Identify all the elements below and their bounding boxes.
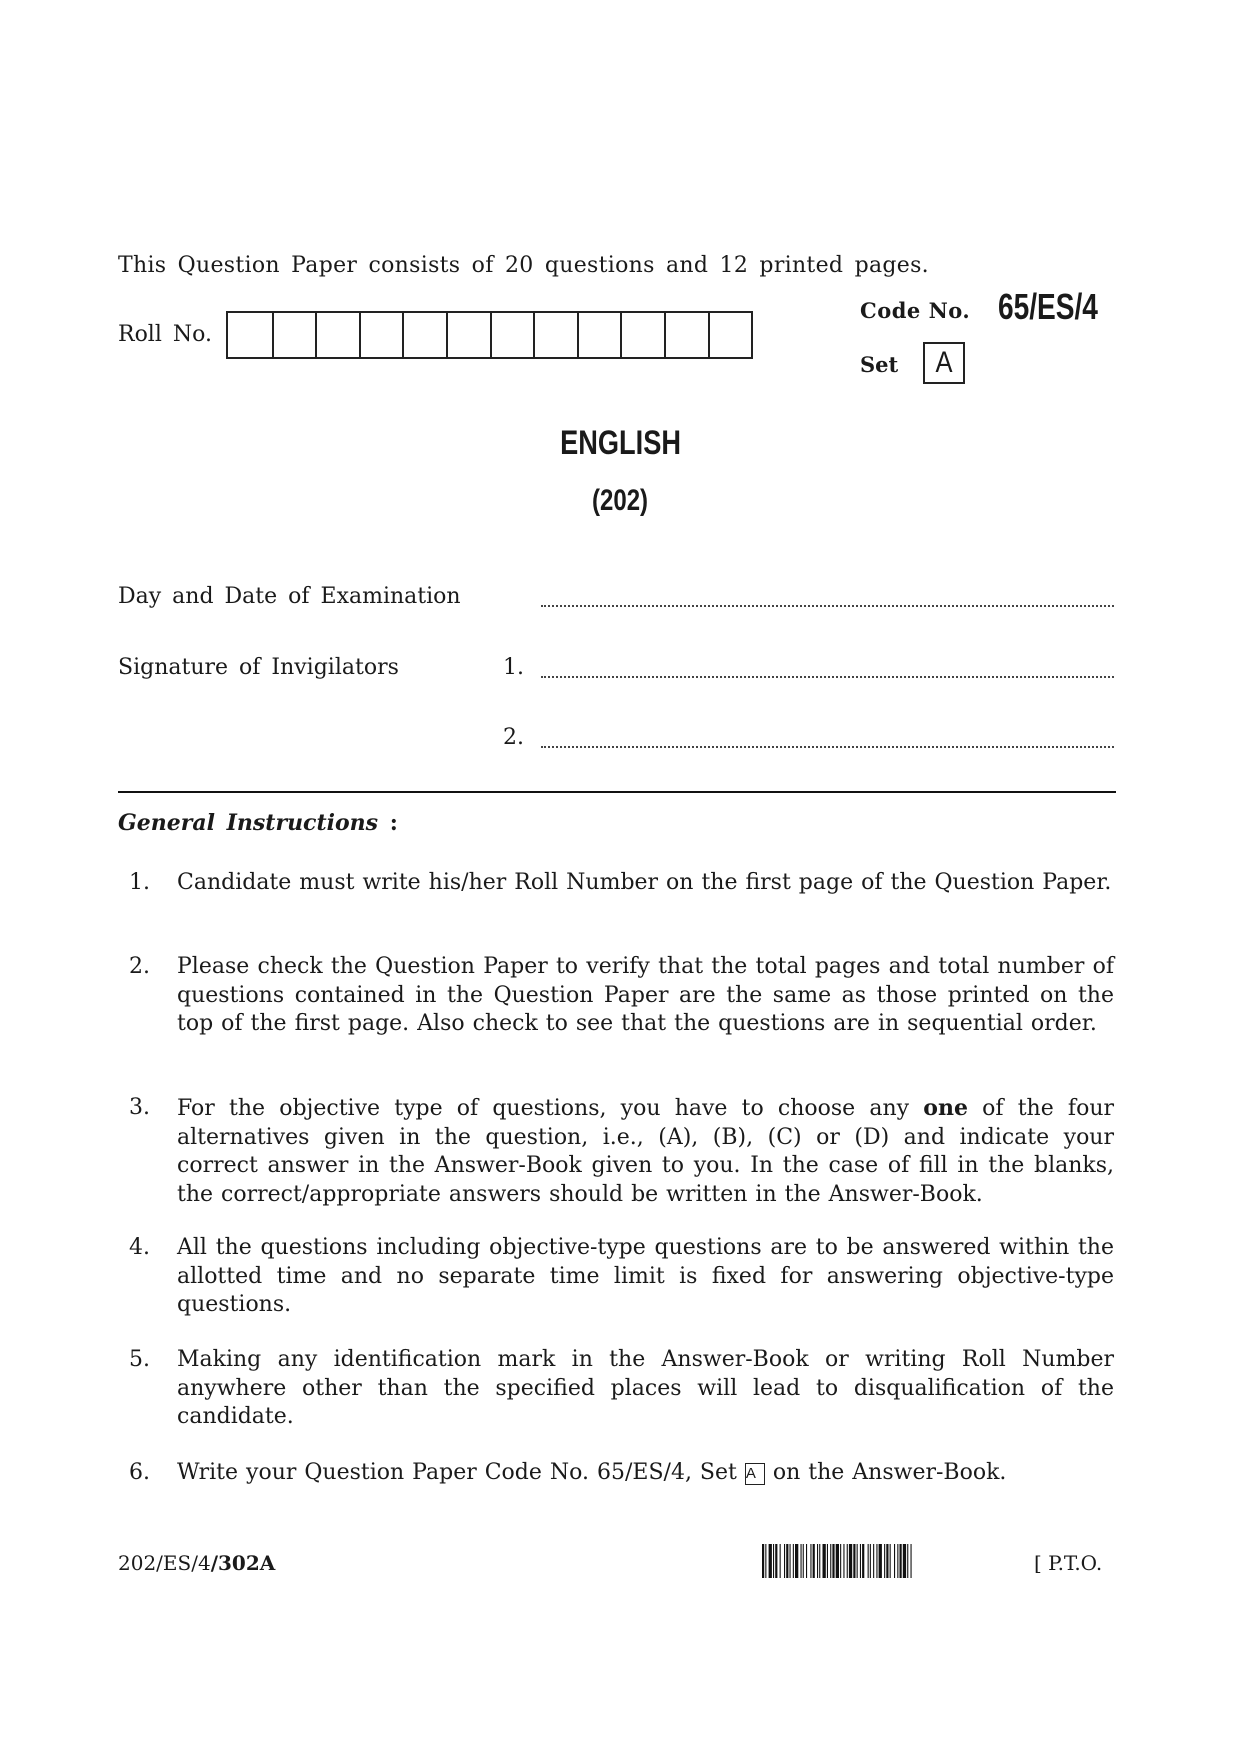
instruction-text-part: of the four alternatives given in the question, i.e., (A), (B), (C) or (D) and indicate your correct answer in the Answer-Book given to you. In the case of fill in the blanks, the correct/appropriate answers should be written in the Answer-Book. <box>177 1096 1114 1207</box>
instruction-item <box>118 953 1114 1039</box>
instruction-number: 3. <box>129 1095 150 1120</box>
instruction-text <box>177 1094 1114 1209</box>
roll-digit-box[interactable] <box>402 313 446 357</box>
code-no-value: 65/ES/4 <box>998 286 1098 327</box>
subject-code-text: (202) <box>592 484 649 517</box>
day-date-label: Day and Date of Examination <box>118 584 461 609</box>
footer-code-bold: /302A <box>210 1551 276 1575</box>
footer-code-prefix: 202/ES/4 <box>118 1551 211 1575</box>
instruction-text: Please check the Question Paper to verify that the total pages and total number of questions contained in the Question Paper are the same as those printed on the top of the first page. Also check to see that the questions are in sequential order. <box>177 954 1114 1037</box>
instruction-text: All the questions including objective-type questions are to be answered within the allotted time and no separate time limit is fixed for answering objective-type questions. <box>177 1235 1114 1318</box>
roll-digit-box[interactable] <box>359 313 403 357</box>
set-box <box>923 342 965 384</box>
sig1-field[interactable] <box>541 674 1114 678</box>
instruction-number: 5. <box>129 1347 150 1372</box>
day-date-field[interactable] <box>541 603 1114 607</box>
signature-label: Signature of Invigilators <box>118 655 399 680</box>
roll-digit-box[interactable] <box>446 313 490 357</box>
subject-code <box>0 484 1241 518</box>
set-label: Set <box>860 352 899 377</box>
instructions-heading-suffix: : <box>378 810 398 836</box>
subject-title <box>0 424 1241 463</box>
instruction-item <box>118 1234 1114 1320</box>
roll-digit-box[interactable] <box>272 313 316 357</box>
roll-no-label: Roll No. <box>118 322 212 347</box>
sig1-number: 1. <box>503 655 524 680</box>
set-value: A <box>935 346 953 379</box>
instruction-number: 1. <box>129 870 150 895</box>
instruction-number: 4. <box>129 1235 150 1260</box>
roll-no-boxes[interactable] <box>226 311 753 359</box>
roll-digit-box[interactable] <box>620 313 664 357</box>
instruction-text <box>177 1459 1114 1488</box>
roll-digit-box[interactable] <box>533 313 577 357</box>
pto-label: [ P.T.O. <box>1034 1551 1103 1575</box>
sig2-number: 2. <box>503 725 524 750</box>
barcode-icon <box>762 1544 1020 1578</box>
instruction-number: 2. <box>129 954 150 979</box>
instruction-text-part: For the objective type of questions, you have to choose any <box>177 1096 924 1121</box>
roll-digit-box[interactable] <box>577 313 621 357</box>
code-no-label: Code No. <box>860 298 971 323</box>
instructions-heading <box>118 810 398 836</box>
instruction-text: Making any identification mark in the Answer-Book or writing Roll Number anywhere other than the specified places will lead to disqualification of the candidate. <box>177 1347 1114 1430</box>
instruction-text-part: Write your Question Paper Code No. 65/ES/4, Set <box>177 1460 745 1485</box>
footer-code <box>118 1551 275 1575</box>
roll-digit-box[interactable] <box>664 313 708 357</box>
roll-digit-box[interactable] <box>490 313 534 357</box>
instruction-item <box>118 1094 1114 1209</box>
instruction-item <box>118 869 1114 898</box>
sig2-field[interactable] <box>541 744 1114 748</box>
instruction-item <box>118 1459 1114 1488</box>
subject-text: ENGLISH <box>560 424 681 462</box>
divider <box>118 791 1116 793</box>
roll-digit-box[interactable] <box>228 313 272 357</box>
paper-summary: This Question Paper consists of 20 questions and 12 printed pages. <box>118 253 929 278</box>
roll-digit-box[interactable] <box>315 313 359 357</box>
set-box-inline: A <box>745 1463 765 1485</box>
instruction-text: Candidate must write his/her Roll Number on the first page of the Question Paper. <box>177 870 1112 895</box>
roll-digit-box[interactable] <box>708 313 752 357</box>
instruction-emphasis: one <box>923 1095 968 1121</box>
instructions-heading-text: General Instructions <box>118 810 379 836</box>
instruction-number: 6. <box>129 1460 150 1485</box>
instruction-item <box>118 1346 1114 1432</box>
instruction-text-part: on the Answer-Book. <box>764 1460 1007 1485</box>
